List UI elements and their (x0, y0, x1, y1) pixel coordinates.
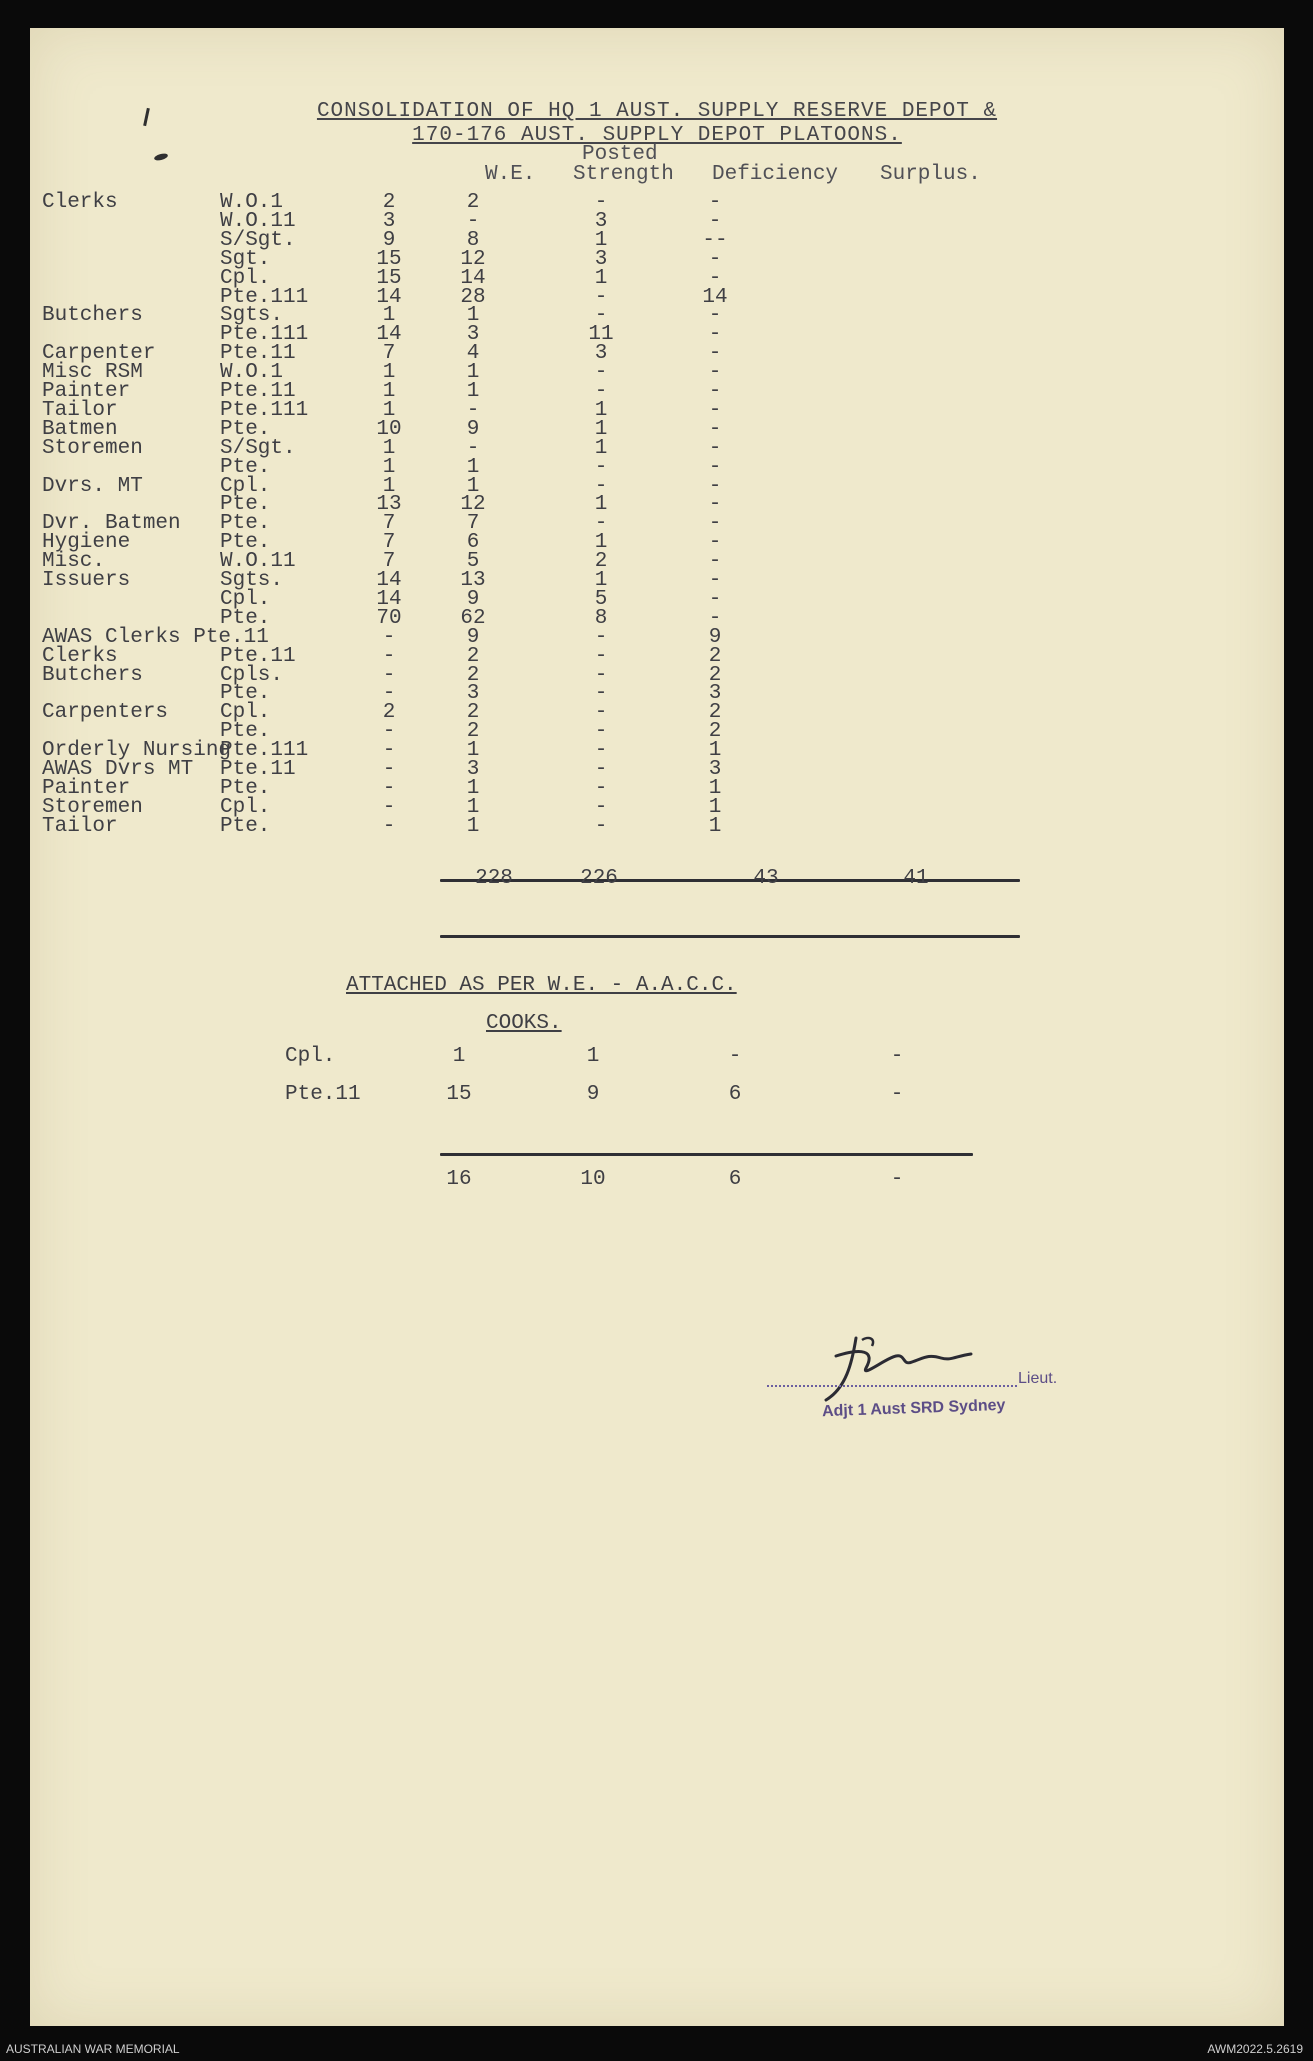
we-value: 7 (382, 550, 396, 573)
header-deficiency: Deficiency (712, 163, 839, 186)
trade-label: Butchers (42, 304, 143, 327)
we-value: - (382, 645, 396, 668)
deficiency-value: 1 (594, 399, 608, 422)
attached-surplus-value: - (890, 1045, 904, 1068)
surplus-value: - (708, 304, 722, 327)
trade-label: Tailor (42, 815, 118, 838)
surplus-value: -- (702, 229, 728, 252)
we-value: 15 (376, 267, 402, 290)
surplus-value: - (708, 588, 722, 611)
trade-label: Issuers (42, 569, 131, 592)
header-strength: Strength (573, 163, 674, 186)
trade-label: Batmen (42, 418, 118, 441)
attached-deficiency-value: 6 (728, 1083, 742, 1106)
strength-value: 9 (466, 626, 480, 649)
footer-accession: AWM2022.5.2619 (1207, 2042, 1303, 2056)
trade-label: Tailor (42, 399, 118, 422)
strength-value: 14 (460, 267, 486, 290)
strength-value: 7 (466, 512, 480, 535)
we-value: 1 (382, 399, 396, 422)
deficiency-value: - (594, 758, 608, 781)
rank-label: Pte. (220, 531, 271, 554)
surplus-value: - (708, 456, 722, 479)
surplus-value: 2 (708, 664, 722, 687)
we-value: 15 (376, 248, 402, 271)
surplus-value: - (708, 531, 722, 554)
trade-label: Clerks (42, 191, 118, 214)
we-value: 14 (376, 588, 402, 611)
strength-value: 62 (460, 607, 486, 630)
surplus-value: - (708, 550, 722, 573)
header-posted: Posted (582, 143, 658, 166)
rank-label: Pte. (220, 682, 271, 705)
deficiency-value: - (594, 512, 608, 535)
we-value: 70 (376, 607, 402, 630)
we-value: - (382, 796, 396, 819)
surplus-value: 2 (708, 645, 722, 668)
we-value: 9 (382, 229, 396, 252)
rank-label: Pte. (220, 493, 271, 516)
surplus-value: - (708, 191, 722, 214)
strength-value: 5 (466, 550, 480, 573)
deficiency-value: - (594, 626, 608, 649)
rank-label: Cpl. (220, 475, 271, 498)
deficiency-value: - (594, 815, 608, 838)
we-value: - (382, 777, 396, 800)
rank-label: Pte. (220, 777, 271, 800)
deficiency-value: 1 (594, 531, 608, 554)
strength-value: 8 (466, 229, 480, 252)
archive-footer (0, 2035, 1313, 2061)
deficiency-value: 2 (594, 550, 608, 573)
we-value: 2 (382, 191, 396, 214)
trade-label: Storemen (42, 796, 143, 819)
attached-surplus-value: - (890, 1083, 904, 1106)
surplus-value: 1 (708, 815, 722, 838)
attached-heading: ATTACHED AS PER W.E. - A.A.C.C. (346, 974, 737, 997)
we-value: 14 (376, 323, 402, 346)
surplus-value: 1 (708, 796, 722, 819)
deficiency-value: - (594, 475, 608, 498)
rank-label: Sgts. (220, 569, 284, 592)
rank-label: Pte.11 (220, 342, 296, 365)
strength-value: 1 (466, 304, 480, 327)
we-value: 1 (382, 361, 396, 384)
trade-label: Hygiene (42, 531, 131, 554)
strength-value: 1 (466, 815, 480, 838)
surplus-value: - (708, 569, 722, 592)
we-value: 1 (382, 304, 396, 327)
deficiency-value: 1 (594, 437, 608, 460)
trade-label: Carpenters (42, 701, 169, 724)
total-strength: 226 (580, 867, 618, 890)
rank-label: W.O.11 (220, 210, 296, 233)
we-value: 14 (376, 569, 402, 592)
total-surplus: 41 (903, 867, 929, 890)
rank-label: W.O.1 (220, 191, 284, 214)
attached-row (30, 1045, 1284, 1069)
deficiency-value: - (594, 286, 608, 309)
attached-total-deficiency: 6 (728, 1168, 742, 1191)
attached-strength-value: 9 (586, 1083, 600, 1106)
strength-value: - (466, 399, 480, 422)
we-value: 10 (376, 418, 402, 441)
table-row (30, 815, 1284, 839)
rank-label: Pte. (220, 607, 271, 630)
we-value: - (382, 815, 396, 838)
we-value: - (382, 739, 396, 762)
strength-value: - (466, 210, 480, 233)
we-value: - (382, 758, 396, 781)
rank-label: Sgts. (220, 304, 284, 327)
surplus-value: - (708, 210, 722, 233)
rank-label: Pte.111 (220, 323, 309, 346)
strength-value: 1 (466, 380, 480, 403)
surplus-value: - (708, 475, 722, 498)
document-title-line-2: 170-176 AUST. SUPPLY DEPOT PLATOONS. (412, 124, 902, 147)
attached-we-value: 15 (446, 1083, 472, 1106)
deficiency-value: 1 (594, 493, 608, 516)
rank-label: Cpl. (220, 588, 271, 611)
we-value: - (382, 626, 396, 649)
we-value: - (382, 720, 396, 743)
signature-appointment: Adjt 1 Aust SRD Sydney (821, 1396, 1006, 1421)
we-value: 3 (382, 210, 396, 233)
attached-deficiency-value: - (728, 1045, 742, 1068)
surplus-value: 1 (708, 739, 722, 762)
trade-label: Misc RSM (42, 361, 143, 384)
surplus-value: - (708, 323, 722, 346)
we-value: 1 (382, 475, 396, 498)
deficiency-value: 3 (594, 248, 608, 271)
surplus-value: 9 (708, 626, 722, 649)
strength-value: 1 (466, 796, 480, 819)
strength-value: 2 (466, 645, 480, 668)
rank-label: Pte. (220, 815, 271, 838)
surplus-value: - (708, 380, 722, 403)
trade-label: Painter (42, 777, 131, 800)
surplus-value: - (708, 493, 722, 516)
deficiency-value: - (594, 361, 608, 384)
trade-label: Carpenter (42, 342, 156, 365)
surplus-value: 1 (708, 777, 722, 800)
attached-rank-label: Pte.11 (285, 1083, 361, 1106)
we-value: 1 (382, 380, 396, 403)
trade-label: Clerks (42, 645, 118, 668)
we-value: - (382, 664, 396, 687)
strength-value: 6 (466, 531, 480, 554)
we-value: 13 (376, 493, 402, 516)
rank-label: Sgt. (220, 248, 271, 271)
rank-label: Pte. (220, 720, 271, 743)
strength-value: 2 (466, 664, 480, 687)
rank-label: Pte.11 (220, 645, 296, 668)
rank-label: Pte.11 (220, 758, 296, 781)
strength-value: 3 (466, 682, 480, 705)
strength-value: 9 (466, 418, 480, 441)
deficiency-value: - (594, 701, 608, 724)
attached-we-value: 1 (452, 1045, 466, 1068)
surplus-value: 3 (708, 758, 722, 781)
rank-label: W.O.11 (220, 550, 296, 573)
attached-totals-rule (440, 1153, 973, 1156)
trade-label: AWAS Clerks Pte.11 (42, 626, 269, 649)
deficiency-value: 1 (594, 267, 608, 290)
deficiency-value: 5 (594, 588, 608, 611)
attached-totals-row (30, 1168, 1284, 1192)
strength-value: 12 (460, 248, 486, 271)
total-we: 228 (475, 867, 513, 890)
we-value: 1 (382, 437, 396, 460)
deficiency-value: - (594, 796, 608, 819)
deficiency-value: - (594, 682, 608, 705)
surplus-value: - (708, 399, 722, 422)
we-value: 7 (382, 531, 396, 554)
attached-rank-label: Cpl. (285, 1045, 336, 1068)
rank-label: Pte.111 (220, 399, 309, 422)
rank-label: Cpl. (220, 796, 271, 819)
deficiency-value: - (594, 777, 608, 800)
strength-value: 1 (466, 777, 480, 800)
trade-label: Dvr. Batmen (42, 512, 181, 535)
rank-label: Cpl. (220, 267, 271, 290)
surplus-value: - (708, 361, 722, 384)
rank-label: Pte. (220, 456, 271, 479)
rank-label: S/Sgt. (220, 437, 296, 460)
rank-label: W.O.1 (220, 361, 284, 384)
handwritten-signature (806, 1318, 1006, 1408)
surplus-value: - (708, 437, 722, 460)
we-value: 1 (382, 456, 396, 479)
deficiency-value: - (594, 456, 608, 479)
deficiency-value: 11 (588, 323, 614, 346)
surplus-value: 14 (702, 286, 728, 309)
we-value: 2 (382, 701, 396, 724)
rank-label: Pte.111 (220, 739, 309, 762)
ink-blot (153, 152, 168, 161)
we-value: - (382, 682, 396, 705)
strength-value: 3 (466, 323, 480, 346)
attached-total-surplus: - (890, 1168, 904, 1191)
deficiency-value: - (594, 191, 608, 214)
rank-label: Pte.11 (220, 380, 296, 403)
strength-value: 3 (466, 758, 480, 781)
strength-value: 1 (466, 456, 480, 479)
attached-strength-value: 1 (586, 1045, 600, 1068)
surplus-value: 2 (708, 701, 722, 724)
strength-value: 1 (466, 361, 480, 384)
attached-total-strength: 10 (580, 1168, 606, 1191)
strength-value: 13 (460, 569, 486, 592)
strength-value: 28 (460, 286, 486, 309)
rank-label: Pte. (220, 418, 271, 441)
totals-rule-bottom (440, 935, 1020, 938)
deficiency-value: - (594, 645, 608, 668)
strength-value: 4 (466, 342, 480, 365)
totals-row (30, 867, 1284, 891)
surplus-value: 2 (708, 720, 722, 743)
strength-value: 1 (466, 739, 480, 762)
document-title-line-1: CONSOLIDATION OF HQ 1 AUST. SUPPLY RESERVE DEPOT & (316, 100, 998, 123)
deficiency-value: - (594, 720, 608, 743)
deficiency-value: - (594, 739, 608, 762)
signature-rank: Lieut. (1018, 1370, 1058, 1387)
trade-label: AWAS Dvrs MT (42, 758, 194, 781)
attached-subheading: COOKS. (486, 1012, 562, 1035)
trade-label: Dvrs. MT (42, 475, 143, 498)
signature-dotted-line (767, 1385, 1017, 1387)
surplus-value: - (708, 418, 722, 441)
strength-value: 9 (466, 588, 480, 611)
trade-label: Storemen (42, 437, 143, 460)
surplus-value: 3 (708, 682, 722, 705)
surplus-value: - (708, 607, 722, 630)
strength-value: 2 (466, 191, 480, 214)
strength-value: 1 (466, 475, 480, 498)
header-surplus: Surplus. (880, 163, 981, 186)
header-we: W.E. (485, 163, 536, 186)
deficiency-value: - (594, 664, 608, 687)
surplus-value: - (708, 267, 722, 290)
deficiency-value: 3 (594, 342, 608, 365)
rank-label: Pte. (220, 512, 271, 535)
strength-value: - (466, 437, 480, 460)
rank-label: S/Sgt. (220, 229, 296, 252)
deficiency-value: 3 (594, 210, 608, 233)
we-value: 14 (376, 286, 402, 309)
document-page (30, 28, 1284, 2026)
rank-label: Pte.111 (220, 286, 309, 309)
trade-label: Misc. (42, 550, 106, 573)
trade-label: Butchers (42, 664, 143, 687)
deficiency-value: 8 (594, 607, 608, 630)
strength-value: 2 (466, 701, 480, 724)
deficiency-value: 1 (594, 418, 608, 441)
surplus-value: - (708, 512, 722, 535)
total-deficiency: 43 (753, 867, 779, 890)
strength-value: 2 (466, 720, 480, 743)
deficiency-value: - (594, 304, 608, 327)
rank-label: Cpl. (220, 701, 271, 724)
surplus-value: - (708, 248, 722, 271)
surplus-value: - (708, 342, 722, 365)
deficiency-value: 1 (594, 569, 608, 592)
we-value: 7 (382, 342, 396, 365)
trade-label: Painter (42, 380, 131, 403)
trade-label: Orderly Nursing (42, 739, 232, 762)
footer-institution: AUSTRALIAN WAR MEMORIAL (6, 2042, 180, 2056)
attached-total-we: 16 (446, 1168, 472, 1191)
deficiency-value: - (594, 380, 608, 403)
rank-label: Cpls. (220, 664, 284, 687)
attached-row (30, 1083, 1284, 1107)
we-value: 7 (382, 512, 396, 535)
strength-value: 12 (460, 493, 486, 516)
deficiency-value: 1 (594, 229, 608, 252)
